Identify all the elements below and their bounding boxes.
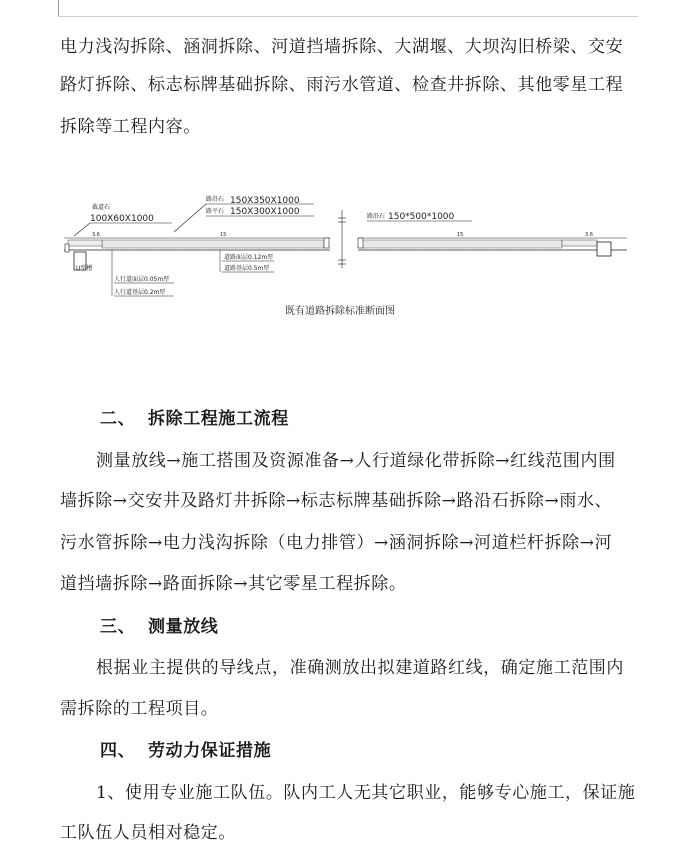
margin-mark-horizontal xyxy=(58,16,638,17)
label-curb-left-size: 100X60X1000 xyxy=(90,214,154,224)
dim-right: 3.6 xyxy=(585,232,593,238)
label-u-channel: U型槽 xyxy=(76,265,93,272)
paragraph-line: 污水管拆除→电力浅沟拆除（电力排管）→涵洞拆除→河道栏杆拆除→河 xyxy=(60,533,613,553)
paragraph-line: 1、使用专业施工队伍。队内工人无其它职业，能够专心施工，保证施 xyxy=(96,783,636,803)
label-curb-right-size: 150*500*1000 xyxy=(388,212,455,222)
road-cross-section-diagram xyxy=(62,188,632,300)
section-number: 四、 xyxy=(100,741,136,761)
paragraph-line: 根据业主提供的导线点，准确测放出拟建道路红线，确定施工范围内 xyxy=(96,658,624,678)
dim-mid-left: 15 xyxy=(220,232,227,238)
paragraph-line: 道挡墙拆除→路面拆除→其它零星工程拆除。 xyxy=(60,574,407,594)
dim-left: 3.6 xyxy=(92,232,100,238)
label-curb-mid-name2: 路平石 xyxy=(206,208,225,215)
paragraph-line: 工队伍人员相对稳定。 xyxy=(60,823,236,843)
section-heading xyxy=(100,741,695,761)
section-number: 二、 xyxy=(100,409,136,429)
label-curb-right-name: 路沿石 xyxy=(367,213,386,220)
paragraph-line: 测量放线→施工搭围及资源准备→人行道绿化带拆除→红线范围内围 xyxy=(96,451,616,471)
section-title: 劳动力保证措施 xyxy=(148,741,272,761)
dim-mid-right: 15 xyxy=(457,232,464,238)
label-curb-left-name: 截道石 xyxy=(92,204,111,211)
margin-mark-vertical xyxy=(58,0,59,16)
section-title: 测量放线 xyxy=(148,617,219,637)
paragraph-line: 路灯拆除、标志标牌基础拆除、雨污水管道、检查井拆除、其他零星工程 xyxy=(60,75,624,95)
paragraph-line: 电力浅沟拆除、涵洞拆除、河道挡墙拆除、大湖堰、大坝沟旧桥梁、交安 xyxy=(60,37,624,57)
section-heading xyxy=(100,409,695,429)
label-curb-mid-name1: 路沿石 xyxy=(206,196,225,203)
label-curb-mid-size2: 150X300X1000 xyxy=(230,207,300,217)
paragraph-line: 拆除等工程内容。 xyxy=(60,117,201,137)
section-number: 三、 xyxy=(100,617,136,637)
paragraph-line: 需拆除的工程项目。 xyxy=(60,699,219,719)
label-sidewalk-base: 人行道基层0.2m厚 xyxy=(114,289,166,296)
figure-caption: 既有道路拆除标准断面图 xyxy=(285,306,395,317)
label-road-base: 道路基层0.5m厚 xyxy=(224,265,270,272)
section-title: 拆除工程施工流程 xyxy=(148,409,289,429)
section-heading xyxy=(100,617,695,637)
label-sidewalk-surface: 人行道面层0.05m厚 xyxy=(114,276,170,283)
label-road-surface: 道路面层0.12m厚 xyxy=(224,254,274,261)
paragraph-line: 墙拆除→交安井及路灯井拆除→标志标牌基础拆除→路沿石拆除→雨水、 xyxy=(60,491,613,511)
label-curb-mid-size1: 150X350X1000 xyxy=(230,196,300,206)
